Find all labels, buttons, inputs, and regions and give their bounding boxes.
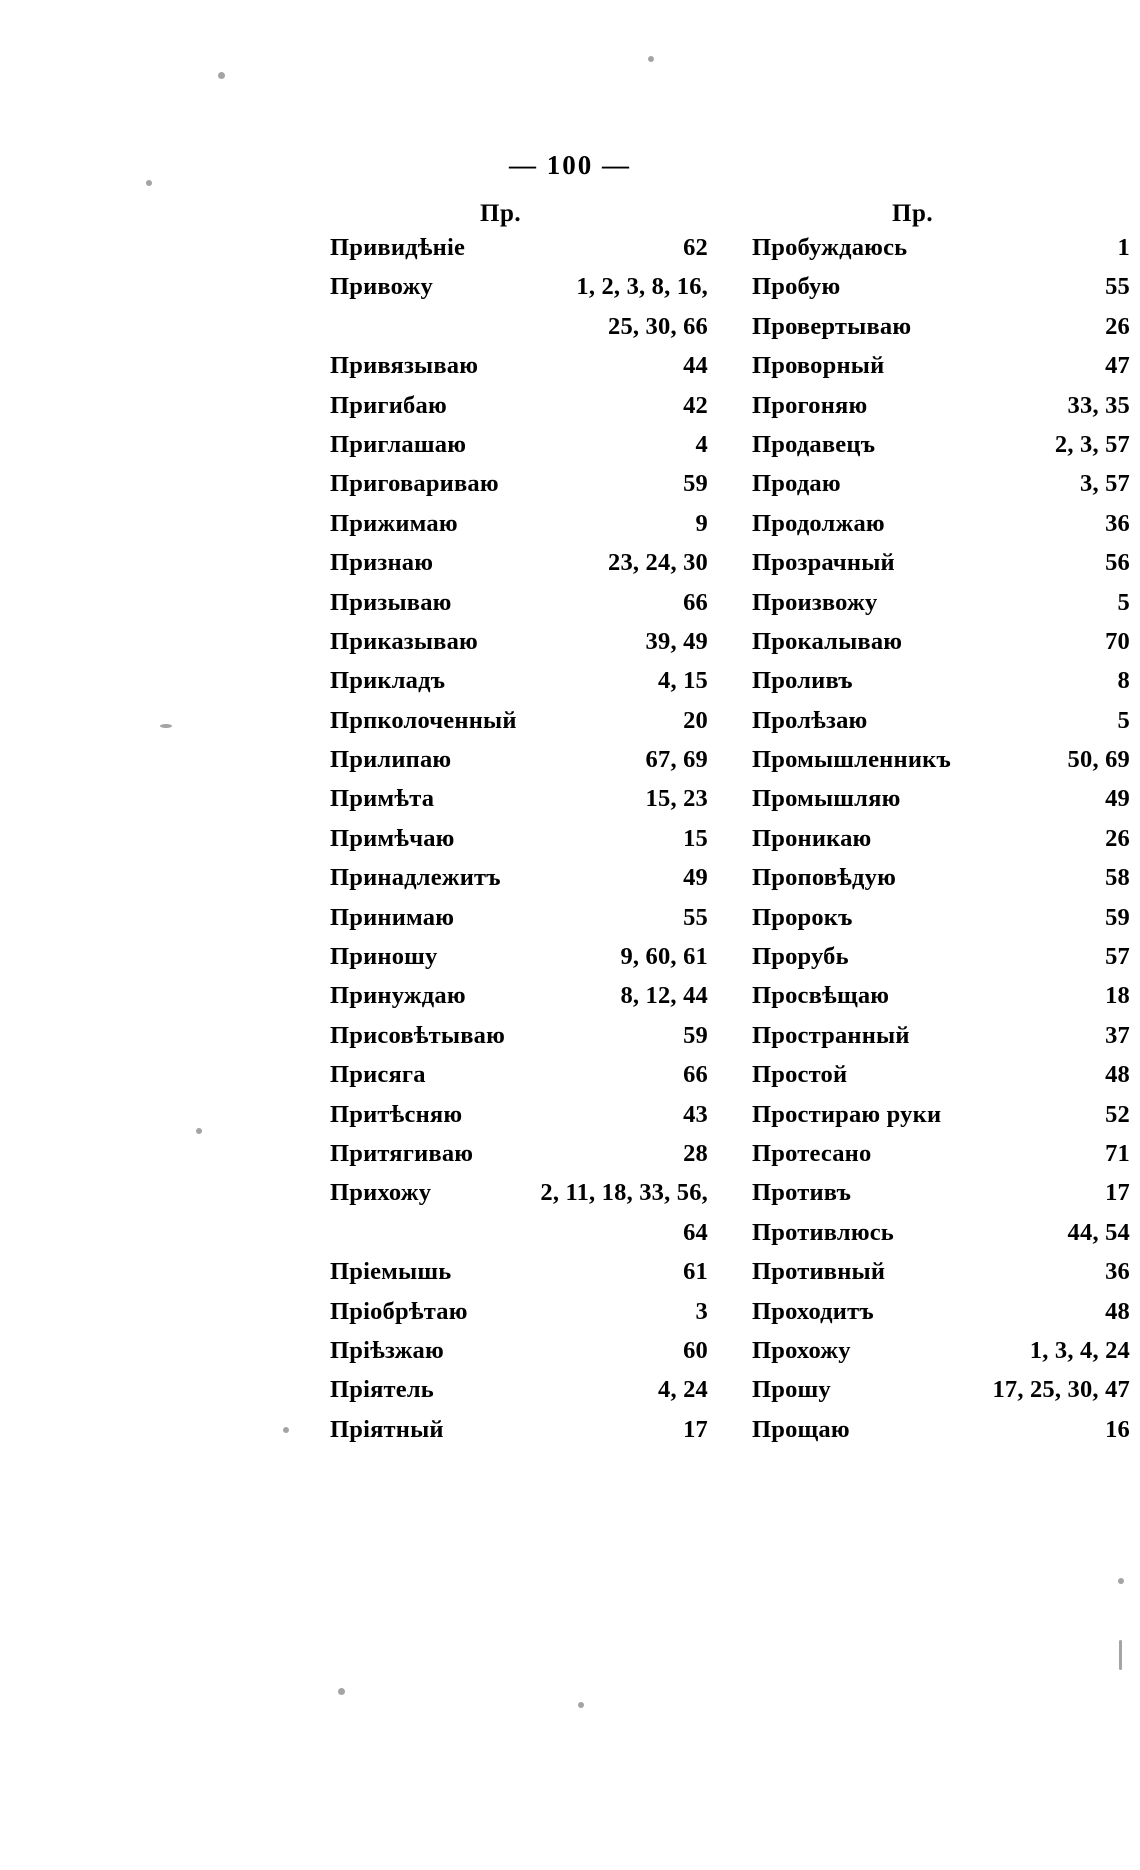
index-pages: 26 (1105, 312, 1130, 340)
list-item (330, 627, 708, 669)
list-item (752, 866, 1130, 905)
index-term: Приговариваю (330, 470, 499, 498)
index-pages: 3, 57 (1080, 470, 1130, 498)
index-pages: 52 (1105, 1100, 1130, 1128)
index-term: Признаю (330, 549, 434, 577)
list-item (330, 1260, 708, 1299)
list-item (330, 824, 708, 866)
list-item (330, 945, 708, 984)
index-pages: 17 (683, 1415, 708, 1443)
index-term: Прилипаю (330, 746, 452, 774)
index-pages: 3 (695, 1297, 708, 1325)
index-pages: 59 (1105, 903, 1130, 931)
list-item (752, 903, 1130, 945)
list-item (330, 1378, 708, 1417)
index-pages: 56 (1105, 549, 1130, 577)
list-item (752, 312, 1130, 354)
index-term: Пробуждаюсь (752, 234, 908, 261)
index-term: Продавецъ (752, 430, 876, 458)
index-pages: 8 (1117, 667, 1130, 695)
index-pages: 43 (683, 1100, 708, 1128)
list-item (752, 472, 1130, 511)
index-term: Проливъ (752, 667, 853, 695)
index-term: Произвожу (752, 588, 878, 616)
list-item (752, 551, 1130, 590)
index-pages: 67, 69 (645, 746, 708, 774)
list-item (330, 706, 708, 748)
index-pages: 71 (1105, 1139, 1130, 1167)
index-pages: 26 (1105, 824, 1130, 852)
index-term: Принуждаю (330, 982, 466, 1010)
index-pages: 57 (1105, 943, 1130, 971)
list-item (330, 236, 708, 275)
list-item (752, 1100, 1130, 1142)
list-item (752, 945, 1130, 984)
index-pages: 49 (683, 864, 708, 892)
index-pages: 1, 3, 4, 24 (1029, 1336, 1130, 1364)
index-pages: 17, 25, 30, 47 (992, 1376, 1130, 1404)
index-pages: 17 (1105, 1179, 1130, 1207)
list-item (330, 1021, 708, 1063)
list-item (752, 354, 1130, 393)
list-item (752, 1260, 1130, 1299)
index-term: Прозрачный (752, 549, 895, 577)
index-columns (330, 200, 1130, 1457)
index-pages: 47 (1105, 352, 1130, 380)
list-item (752, 984, 1130, 1023)
list-item (752, 1218, 1130, 1260)
index-term: Привязываю (330, 352, 479, 380)
index-pages: 9, 60, 61 (620, 943, 708, 971)
list-item (330, 1063, 708, 1102)
list-item (330, 669, 708, 708)
list-item (330, 472, 708, 511)
index-pages: 60 (683, 1336, 708, 1364)
list-item (330, 1297, 708, 1339)
index-term: Приказываю (330, 627, 478, 655)
index-pages: 4 (695, 430, 708, 458)
index-term: Прорубь (752, 943, 849, 971)
index-term: Пріѣзжаю (330, 1336, 444, 1364)
index-pages: 37 (1105, 1021, 1130, 1049)
index-pages: 61 (683, 1258, 708, 1286)
index-term: Прогоняю (752, 391, 868, 419)
list-item (752, 706, 1130, 748)
scan-speck (218, 72, 225, 79)
index-pages: 48 (1105, 1297, 1130, 1325)
column-header-left: Пр. (480, 200, 522, 227)
list-item (330, 588, 708, 630)
index-pages: 36 (1105, 1258, 1130, 1286)
index-term: Прошу (752, 1376, 831, 1404)
index-term: Простираю руки (752, 1100, 942, 1128)
index-term: Приношу (330, 943, 438, 971)
index-term: Пролѣзаю (752, 706, 868, 734)
list-item (330, 787, 708, 826)
list-item (752, 627, 1130, 669)
index-pages: 2, 3, 57 (1054, 430, 1130, 458)
page-number: — 100 — (509, 150, 631, 180)
list-item (330, 748, 708, 787)
index-pages: 1, 2, 3, 8, 16, (576, 273, 708, 301)
list-item (330, 1100, 708, 1142)
index-pages: 44 (683, 352, 708, 380)
index-pages: 23, 24, 30 (608, 549, 708, 577)
list-item (752, 824, 1130, 866)
list-item (752, 1021, 1130, 1063)
list-item (330, 1336, 708, 1378)
index-term: Пригибаю (330, 391, 447, 419)
index-term: Противный (752, 1258, 886, 1286)
index-pages: 15, 23 (645, 785, 708, 813)
index-pages: 18 (1105, 982, 1130, 1010)
list-item (752, 236, 1130, 275)
index-term: Призываю (330, 588, 452, 616)
index-term: Притѣсняю (330, 1100, 463, 1128)
index-term: Пріемышь (330, 1258, 452, 1286)
index-pages: 59 (683, 470, 708, 498)
scan-speck (283, 1427, 289, 1433)
list-item (330, 866, 708, 905)
index-term: Прохожу (752, 1336, 851, 1364)
list-item (752, 669, 1130, 708)
list-item (752, 275, 1130, 314)
scan-speck (196, 1128, 202, 1134)
index-term: Прощаю (752, 1415, 850, 1443)
column-header-right: Пр. (892, 200, 934, 227)
list-item (330, 391, 708, 433)
index-pages: 39, 49 (645, 627, 708, 655)
index-term: Прижимаю (330, 509, 458, 537)
index-pages: 66 (683, 588, 708, 616)
list-item (330, 984, 708, 1023)
list-item (330, 903, 708, 945)
index-term: Продаю (752, 470, 841, 498)
index-term: Прокалываю (752, 627, 903, 655)
index-pages: 1 (1117, 234, 1130, 261)
index-term: Прпколоченный (330, 706, 517, 734)
index-pages: 5 (1117, 706, 1130, 734)
index-pages: 62 (683, 234, 708, 261)
index-pages: 44, 54 (1067, 1218, 1130, 1246)
list-item (330, 1139, 708, 1181)
index-term: Проходитъ (752, 1297, 874, 1325)
scan-speck (1119, 1640, 1122, 1670)
index-pages: 50, 69 (1067, 746, 1130, 774)
index-pages: 33, 35 (1067, 391, 1130, 419)
index-term: Проникаю (752, 824, 872, 852)
list-item (752, 1378, 1130, 1417)
list-item (752, 1336, 1130, 1378)
list-item (752, 588, 1130, 630)
list-item (752, 1139, 1130, 1181)
list-item (330, 551, 708, 590)
index-pages: 8, 12, 44 (620, 982, 708, 1010)
index-term: Приглашаю (330, 430, 467, 458)
index-term: Пріятель (330, 1376, 434, 1404)
index-column-left (330, 200, 708, 1457)
index-pages: 49 (1105, 785, 1130, 813)
index-term: Привожу (330, 273, 433, 301)
index-term: Примѣчаю (330, 824, 455, 852)
list-item (752, 1415, 1130, 1457)
index-term: Провертываю (752, 312, 912, 340)
list-item (752, 787, 1130, 826)
index-term: Прикладъ (330, 667, 446, 695)
index-pages: 42 (683, 391, 708, 419)
index-term: Промышляю (752, 785, 901, 813)
list-item (752, 1181, 1130, 1220)
index-term: Пространный (752, 1021, 910, 1049)
index-pages: 59 (683, 1021, 708, 1049)
index-term: Пріобрѣтаю (330, 1297, 468, 1325)
index-pages: 58 (1105, 864, 1130, 892)
index-term: Противлюсь (752, 1218, 894, 1246)
scan-speck (338, 1688, 345, 1695)
list-item-continuation (330, 1218, 708, 1260)
index-term: Привидѣніе (330, 234, 466, 261)
index-pages: 16 (1105, 1415, 1130, 1443)
index-term: Проворный (752, 352, 885, 380)
index-pages: 5 (1117, 588, 1130, 616)
list-item (752, 391, 1130, 433)
scan-speck (1118, 1578, 1124, 1584)
index-pages: 4, 24 (658, 1376, 708, 1404)
scan-speck (160, 724, 172, 728)
list-item (330, 354, 708, 393)
index-term: Принадлежитъ (330, 864, 501, 892)
list-item (330, 430, 708, 472)
list-item (752, 1297, 1130, 1339)
index-term: Пророкъ (752, 903, 853, 931)
index-term: Притягиваю (330, 1139, 474, 1167)
index-pages: 55 (1105, 273, 1130, 301)
list-item (752, 748, 1130, 787)
index-term: Принимаю (330, 903, 455, 931)
index-term: Простой (752, 1061, 848, 1089)
list-item (330, 1415, 708, 1457)
index-pages: 15 (683, 824, 708, 852)
index-pages: 2, 11, 18, 33, 56, (540, 1179, 708, 1207)
index-pages: 64 (683, 1218, 708, 1246)
index-pages: 55 (683, 903, 708, 931)
index-term: Проповѣдую (752, 864, 896, 892)
index-term: Примѣта (330, 785, 435, 813)
list-item (330, 509, 708, 551)
index-pages: 36 (1105, 509, 1130, 537)
index-pages: 70 (1105, 627, 1130, 655)
index-term: Присяга (330, 1061, 426, 1089)
index-term: Пріятный (330, 1415, 444, 1443)
index-pages: 20 (683, 706, 708, 734)
index-column-right (752, 200, 1130, 1457)
index-term: Промышленникъ (752, 746, 951, 774)
index-pages: 9 (695, 509, 708, 537)
list-item (330, 275, 708, 314)
scan-speck (648, 56, 654, 62)
list-item-continuation (330, 312, 708, 354)
index-term: Пробую (752, 273, 841, 301)
list-item (752, 430, 1130, 472)
index-pages: 4, 15 (658, 667, 708, 695)
index-term: Присовѣтываю (330, 1021, 506, 1049)
scan-speck (578, 1702, 584, 1708)
index-pages: 28 (683, 1139, 708, 1167)
index-term: Прихожу (330, 1179, 432, 1207)
index-term: Просвѣщаю (752, 982, 890, 1010)
index-term: Протесано (752, 1139, 872, 1167)
index-pages: 66 (683, 1061, 708, 1089)
list-item (752, 509, 1130, 551)
index-term: Продолжаю (752, 509, 885, 537)
list-item (330, 1181, 708, 1220)
index-pages: 25, 30, 66 (608, 312, 708, 340)
index-pages: 48 (1105, 1061, 1130, 1089)
list-item (752, 1063, 1130, 1102)
index-term: Противъ (752, 1179, 852, 1207)
